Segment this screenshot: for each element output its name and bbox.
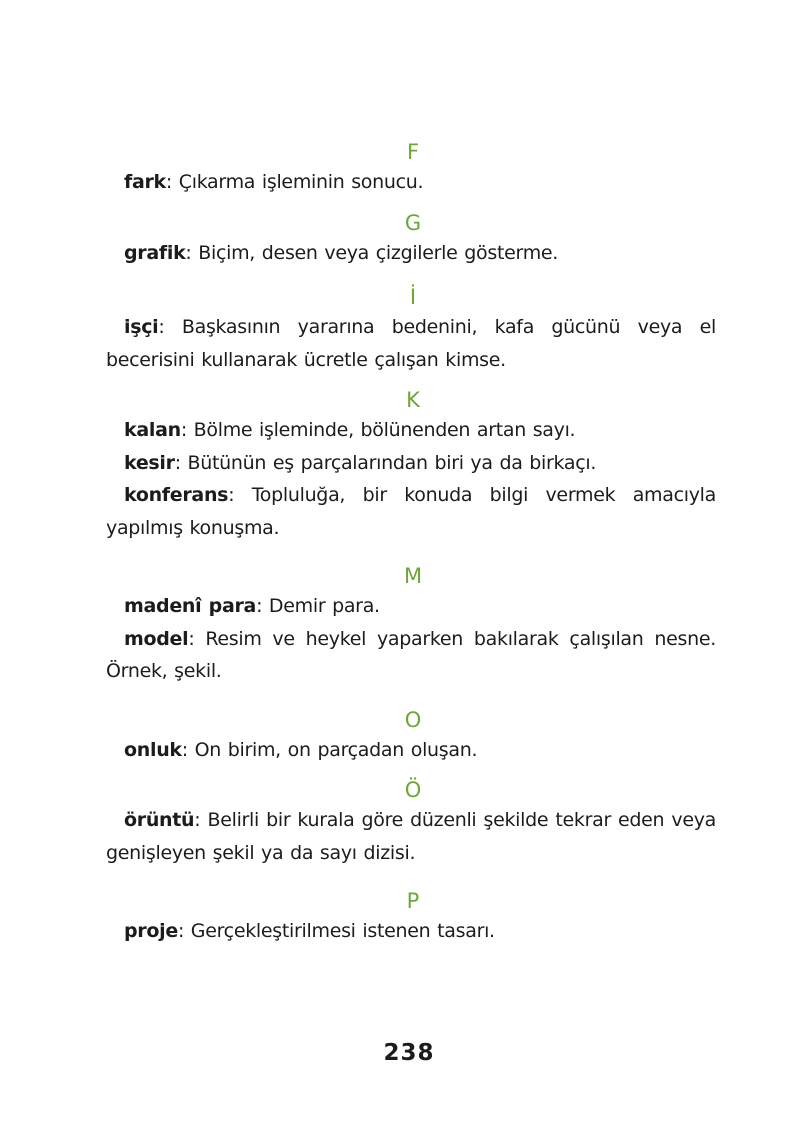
entry-term: onluk [124, 738, 182, 761]
entry-kalan [106, 414, 716, 447]
section-letter-k: K [406, 388, 420, 412]
section-letter-o: O [404, 707, 422, 732]
section-letter-i: İ [409, 285, 417, 309]
entry-konferans [106, 479, 716, 544]
entry-definition: : On birim, on parçadan oluşan. [181, 738, 478, 761]
section-letter-g: G [404, 210, 422, 235]
entry-grafik [106, 237, 716, 270]
entry-term: madenî para [124, 595, 257, 617]
entry-term: kesir [124, 451, 175, 474]
section-letter-oe: Ö [404, 778, 422, 802]
entry-kesir [106, 447, 716, 480]
entry-madeni-para [106, 590, 716, 623]
entry-definition: : Belirli bir kurala göre düzenli şekilde tekrar eden veya genişleyen şekil ya da sayı dizisi. [106, 809, 716, 864]
entry-term: kalan [124, 419, 181, 441]
entry-term: örüntü [124, 809, 195, 831]
entry-term: konferans [124, 484, 229, 506]
entry-term: proje [124, 920, 178, 942]
entry-definition: : Topluluğa, bir konuda bilgi vermek amacıyla yapılmış konuşma. [106, 484, 716, 539]
entry-model [106, 623, 716, 688]
entry-definition: : Gerçekleştirilmesi istenen tasarı. [177, 920, 495, 942]
entry-term: model [124, 627, 189, 650]
entry-fark [106, 166, 716, 199]
glossary-list [106, 138, 716, 948]
page-number: 238 [383, 1040, 435, 1066]
entry-term: grafik [124, 241, 186, 264]
entry-definition: : Çıkarma işleminin sonucu. [165, 171, 424, 193]
entry-definition: : Başkasının yararına bedenini, kafa gücünü veya el becerisini kullanarak ücretle çalışan kimse. [106, 316, 716, 371]
entry-proje [106, 915, 716, 948]
entry-definition: : Resim ve heykel yaparken bakılarak çalışılan nesne. Örnek, şekil. [106, 627, 716, 682]
entry-onluk [106, 734, 716, 767]
entry-definition: : Bütünün eş parçalarından biri ya da birkaçı. [174, 451, 597, 474]
section-letter-m: M [403, 564, 423, 588]
entry-definition: : Demir para. [256, 595, 380, 617]
entry-term: işçi [124, 316, 159, 338]
entry-oruntu [106, 804, 716, 869]
entry-isci [106, 311, 716, 376]
entry-term: fark [124, 171, 166, 193]
section-letter-f: F [406, 140, 420, 164]
section-letter-p: P [406, 889, 420, 913]
entry-definition: : Bölme işleminde, bölünenden artan sayı. [180, 419, 576, 441]
entry-definition: : Biçim, desen veya çizgilerle gösterme. [185, 241, 559, 264]
